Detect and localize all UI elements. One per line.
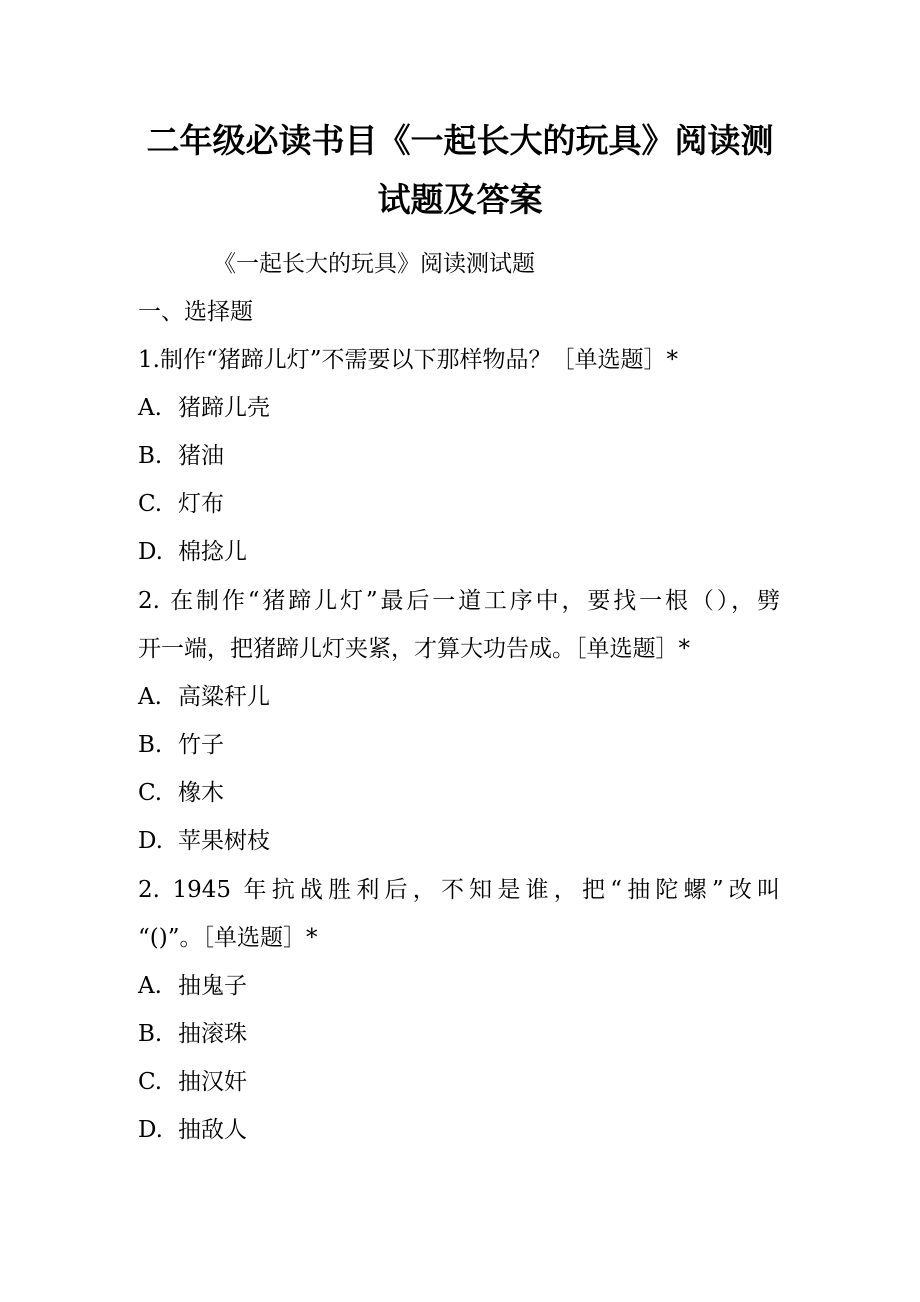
option-letter: A.	[138, 684, 162, 710]
question-3-option-d	[138, 1115, 788, 1145]
question-1-option-a	[138, 393, 788, 423]
option-text: 抽鬼子	[178, 973, 247, 999]
quiz-subtitle: 《一起长大的玩具》阅读测试题	[213, 251, 535, 277]
option-letter: D.	[138, 1117, 163, 1143]
question-3-text-line-2: “()”。［单选题］*	[138, 925, 318, 951]
question-2-text-line-1: 2. 在制作“猪蹄儿灯”最后一道工序中，要找一根（），劈	[138, 588, 780, 614]
question-3-option-c	[138, 1067, 788, 1097]
option-text: 猪油	[178, 443, 224, 469]
option-text: 抽滚珠	[178, 1021, 247, 1047]
question-1-option-d	[138, 537, 788, 567]
question-1-option-c	[138, 489, 788, 519]
question-3-text-line-1: 2. 1945 年抗战胜利后，不知是谁，把“抽陀螺”改叫	[138, 877, 780, 903]
option-letter: A.	[138, 973, 162, 999]
option-letter: C.	[138, 780, 163, 806]
option-text: 抽敌人	[178, 1117, 247, 1143]
option-letter: A.	[138, 395, 162, 421]
option-text: 高粱秆儿	[178, 684, 270, 710]
question-2-option-d	[138, 826, 788, 856]
option-text: 橡木	[178, 780, 224, 806]
question-2-option-b	[138, 730, 788, 760]
section-heading: 一、选择题	[138, 299, 253, 325]
option-letter: C.	[138, 491, 163, 517]
option-text: 猪蹄儿壳	[178, 395, 270, 421]
question-1-text: 1.制作“猪蹄儿灯”不需要以下那样物品？［单选题］*	[138, 347, 678, 373]
option-letter: C.	[138, 1069, 163, 1095]
option-letter: B.	[138, 443, 163, 469]
question-3-option-a	[138, 971, 788, 1001]
question-2-text-line-2: 开一端，把猪蹄儿灯夹紧，才算大功告成。［单选题］*	[138, 636, 690, 662]
document-title-line-2: 试题及答案	[377, 180, 543, 219]
question-3-option-b	[138, 1019, 788, 1049]
option-text: 灯布	[178, 491, 224, 517]
option-text: 竹子	[178, 732, 224, 758]
question-2-option-c	[138, 778, 788, 808]
question-2-option-a	[138, 682, 788, 712]
option-letter: B.	[138, 732, 163, 758]
option-text: 苹果树枝	[178, 828, 270, 854]
question-1-option-b	[138, 441, 788, 471]
option-text: 棉捻儿	[178, 539, 247, 565]
option-letter: B.	[138, 1021, 163, 1047]
option-text: 抽汉奸	[178, 1069, 247, 1095]
option-letter: D.	[138, 828, 163, 854]
document-title-line-1: 二年级必读书目《一起长大的玩具》阅读测	[146, 121, 774, 160]
option-letter: D.	[138, 539, 163, 565]
